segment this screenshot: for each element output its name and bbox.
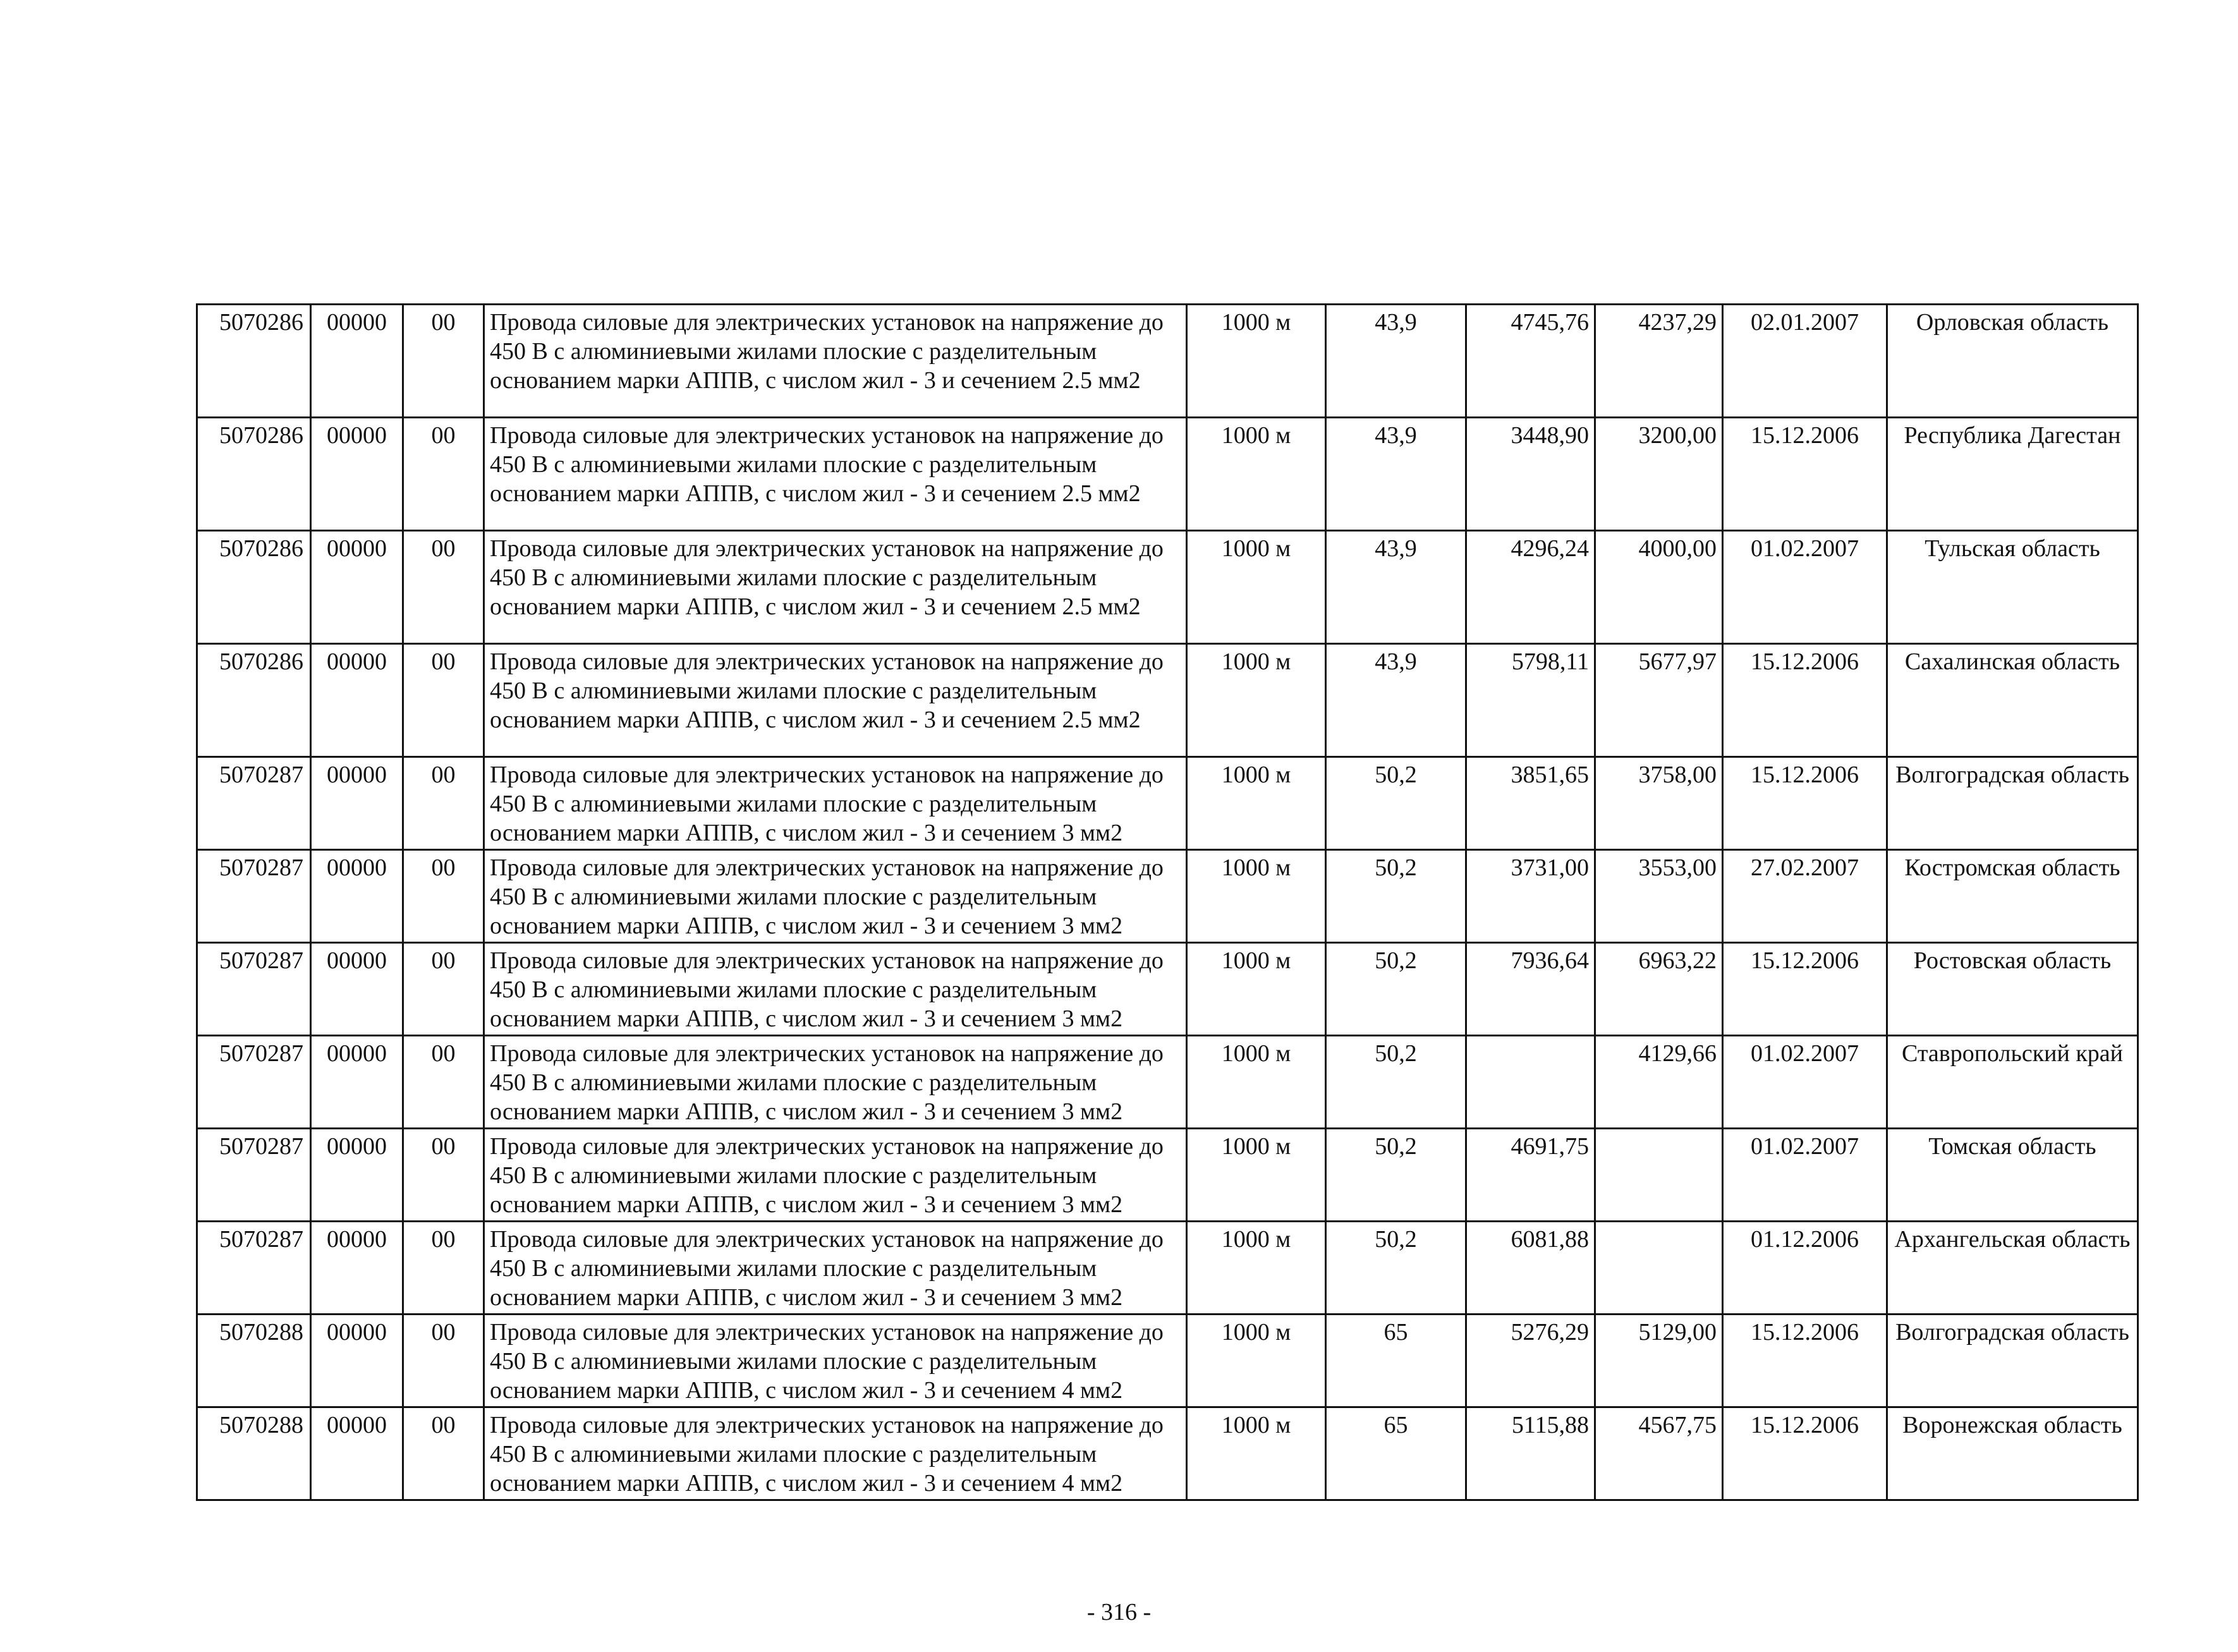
unit-cell: 1000 м xyxy=(1187,757,1326,850)
variant-cell: 00 xyxy=(403,1315,484,1407)
region-cell: Сахалинская область xyxy=(1887,644,2138,757)
description-cell: Провода силовые для электрических установок на напряжение до 450 В с алюминиевыми жилами плоские с разделительным основанием марки АППВ, с числом жил - 3 и сечением 3 мм2 xyxy=(484,757,1187,850)
resource-code-cell: 5070287 xyxy=(197,757,311,850)
resource-code-cell: 5070287 xyxy=(197,850,311,943)
unit-cell: 1000 м xyxy=(1187,943,1326,1036)
date-cell: 27.02.2007 xyxy=(1723,850,1887,943)
price-with-vat-cell xyxy=(1466,1036,1595,1129)
weight-cell: 50,2 xyxy=(1326,757,1466,850)
table-body xyxy=(197,305,2138,1500)
price-without-vat-cell: 4000,00 xyxy=(1595,531,1723,644)
variant-cell: 00 xyxy=(403,531,484,644)
region-cell: Ростовская область xyxy=(1887,943,2138,1036)
region-cell: Орловская область xyxy=(1887,305,2138,418)
table-row xyxy=(197,1036,2138,1129)
region-cell: Костромская область xyxy=(1887,850,2138,943)
table-row xyxy=(197,418,2138,531)
table-row xyxy=(197,757,2138,850)
table-row xyxy=(197,850,2138,943)
price-with-vat-cell: 4745,76 xyxy=(1466,305,1595,418)
price-without-vat-cell: 4237,29 xyxy=(1595,305,1723,418)
date-cell: 15.12.2006 xyxy=(1723,644,1887,757)
price-with-vat-cell: 6081,88 xyxy=(1466,1222,1595,1315)
unit-cell: 1000 м xyxy=(1187,1222,1326,1315)
variant-cell: 00 xyxy=(403,943,484,1036)
price-with-vat-cell: 5276,29 xyxy=(1466,1315,1595,1407)
resource-code-cell: 5070287 xyxy=(197,1036,311,1129)
subcode-cell: 00000 xyxy=(311,1222,403,1315)
price-without-vat-cell: 4129,66 xyxy=(1595,1036,1723,1129)
price-without-vat-cell: 3200,00 xyxy=(1595,418,1723,531)
date-cell: 15.12.2006 xyxy=(1723,418,1887,531)
subcode-cell: 00000 xyxy=(311,757,403,850)
subcode-cell: 00000 xyxy=(311,850,403,943)
region-cell: Ставропольский край xyxy=(1887,1036,2138,1129)
resource-code-cell: 5070286 xyxy=(197,644,311,757)
date-cell: 02.01.2007 xyxy=(1723,305,1887,418)
date-cell: 01.02.2007 xyxy=(1723,1036,1887,1129)
variant-cell: 00 xyxy=(403,1222,484,1315)
subcode-cell: 00000 xyxy=(311,418,403,531)
table-row xyxy=(197,305,2138,418)
variant-cell: 00 xyxy=(403,1036,484,1129)
date-cell: 01.02.2007 xyxy=(1723,531,1887,644)
price-without-vat-cell: 6963,22 xyxy=(1595,943,1723,1036)
price-without-vat-cell: 3758,00 xyxy=(1595,757,1723,850)
price-with-vat-cell: 4691,75 xyxy=(1466,1129,1595,1222)
price-with-vat-cell: 3731,00 xyxy=(1466,850,1595,943)
price-without-vat-cell: 5677,97 xyxy=(1595,644,1723,757)
unit-cell: 1000 м xyxy=(1187,1036,1326,1129)
price-without-vat-cell: 5129,00 xyxy=(1595,1315,1723,1407)
subcode-cell: 00000 xyxy=(311,531,403,644)
resource-code-cell: 5070287 xyxy=(197,943,311,1036)
variant-cell: 00 xyxy=(403,1129,484,1222)
price-without-vat-cell: 4567,75 xyxy=(1595,1407,1723,1500)
subcode-cell: 00000 xyxy=(311,305,403,418)
weight-cell: 65 xyxy=(1326,1407,1466,1500)
description-cell: Провода силовые для электрических установок на напряжение до 450 В с алюминиевыми жилами плоские с разделительным основанием марки АППВ, с числом жил - 3 и сечением 3 мм2 xyxy=(484,1222,1187,1315)
price-without-vat-cell xyxy=(1595,1129,1723,1222)
weight-cell: 43,9 xyxy=(1326,644,1466,757)
weight-cell: 43,9 xyxy=(1326,418,1466,531)
region-cell: Воронежская область xyxy=(1887,1407,2138,1500)
price-with-vat-cell: 7936,64 xyxy=(1466,943,1595,1036)
table-row xyxy=(197,1222,2138,1315)
variant-cell: 00 xyxy=(403,305,484,418)
region-cell: Волгоградская область xyxy=(1887,1315,2138,1407)
subcode-cell: 00000 xyxy=(311,644,403,757)
variant-cell: 00 xyxy=(403,418,484,531)
description-cell: Провода силовые для электрических установок на напряжение до 450 В с алюминиевыми жилами плоские с разделительным основанием марки АППВ, с числом жил - 3 и сечением 3 мм2 xyxy=(484,850,1187,943)
subcode-cell: 00000 xyxy=(311,943,403,1036)
weight-cell: 50,2 xyxy=(1326,850,1466,943)
variant-cell: 00 xyxy=(403,1407,484,1500)
region-cell: Республика Дагестан xyxy=(1887,418,2138,531)
date-cell: 15.12.2006 xyxy=(1723,943,1887,1036)
weight-cell: 65 xyxy=(1326,1315,1466,1407)
region-cell: Томская область xyxy=(1887,1129,2138,1222)
subcode-cell: 00000 xyxy=(311,1315,403,1407)
price-without-vat-cell: 3553,00 xyxy=(1595,850,1723,943)
subcode-cell: 00000 xyxy=(311,1036,403,1129)
price-with-vat-cell: 3448,90 xyxy=(1466,418,1595,531)
date-cell: 15.12.2006 xyxy=(1723,1407,1887,1500)
price-with-vat-cell: 3851,65 xyxy=(1466,757,1595,850)
table-row xyxy=(197,644,2138,757)
price-without-vat-cell xyxy=(1595,1222,1723,1315)
weight-cell: 50,2 xyxy=(1326,1222,1466,1315)
description-cell: Провода силовые для электрических установок на напряжение до 450 В с алюминиевыми жилами плоские с разделительным основанием марки АППВ, с числом жил - 3 и сечением 3 мм2 xyxy=(484,1036,1187,1129)
weight-cell: 50,2 xyxy=(1326,1036,1466,1129)
table-row xyxy=(197,531,2138,644)
unit-cell: 1000 м xyxy=(1187,531,1326,644)
variant-cell: 00 xyxy=(403,644,484,757)
unit-cell: 1000 м xyxy=(1187,418,1326,531)
table-row xyxy=(197,1129,2138,1222)
description-cell: Провода силовые для электрических установок на напряжение до 450 В с алюминиевыми жилами плоские с разделительным основанием марки АППВ, с числом жил - 3 и сечением 3 мм2 xyxy=(484,1129,1187,1222)
weight-cell: 43,9 xyxy=(1326,305,1466,418)
description-cell: Провода силовые для электрических установок на напряжение до 450 В с алюминиевыми жилами плоские с разделительным основанием марки АППВ, с числом жил - 3 и сечением 4 мм2 xyxy=(484,1315,1187,1407)
price-with-vat-cell: 4296,24 xyxy=(1466,531,1595,644)
region-cell: Архангельская область xyxy=(1887,1222,2138,1315)
resource-code-cell: 5070287 xyxy=(197,1129,311,1222)
subcode-cell: 00000 xyxy=(311,1407,403,1500)
weight-cell: 50,2 xyxy=(1326,943,1466,1036)
resource-code-cell: 5070286 xyxy=(197,418,311,531)
description-cell: Провода силовые для электрических установок на напряжение до 450 В с алюминиевыми жилами плоские с разделительным основанием марки АППВ, с числом жил - 3 и сечением 2.5 мм2 xyxy=(484,305,1187,418)
description-cell: Провода силовые для электрических установок на напряжение до 450 В с алюминиевыми жилами плоские с разделительным основанием марки АППВ, с числом жил - 3 и сечением 2.5 мм2 xyxy=(484,644,1187,757)
resource-code-cell: 5070288 xyxy=(197,1315,311,1407)
resource-code-cell: 5070287 xyxy=(197,1222,311,1315)
unit-cell: 1000 м xyxy=(1187,1315,1326,1407)
price-with-vat-cell: 5115,88 xyxy=(1466,1407,1595,1500)
table-row xyxy=(197,1315,2138,1407)
page-number: - 316 - xyxy=(1086,1599,1152,1625)
description-cell: Провода силовые для электрических установок на напряжение до 450 В с алюминиевыми жилами плоские с разделительным основанием марки АППВ, с числом жил - 3 и сечением 4 мм2 xyxy=(484,1407,1187,1500)
region-cell: Волгоградская область xyxy=(1887,757,2138,850)
resource-code-cell: 5070288 xyxy=(197,1407,311,1500)
region-cell: Тульская область xyxy=(1887,531,2138,644)
unit-cell: 1000 м xyxy=(1187,1407,1326,1500)
price-table xyxy=(196,303,2139,1501)
unit-cell: 1000 м xyxy=(1187,305,1326,418)
resource-code-cell: 5070286 xyxy=(197,531,311,644)
weight-cell: 50,2 xyxy=(1326,1129,1466,1222)
date-cell: 01.12.2006 xyxy=(1723,1222,1887,1315)
table-row xyxy=(197,943,2138,1036)
date-cell: 15.12.2006 xyxy=(1723,1315,1887,1407)
description-cell: Провода силовые для электрических установок на напряжение до 450 В с алюминиевыми жилами плоские с разделительным основанием марки АППВ, с числом жил - 3 и сечением 3 мм2 xyxy=(484,943,1187,1036)
weight-cell: 43,9 xyxy=(1326,531,1466,644)
unit-cell: 1000 м xyxy=(1187,850,1326,943)
description-cell: Провода силовые для электрических установок на напряжение до 450 В с алюминиевыми жилами плоские с разделительным основанием марки АППВ, с числом жил - 3 и сечением 2.5 мм2 xyxy=(484,531,1187,644)
unit-cell: 1000 м xyxy=(1187,1129,1326,1222)
description-cell: Провода силовые для электрических установок на напряжение до 450 В с алюминиевыми жилами плоские с разделительным основанием марки АППВ, с числом жил - 3 и сечением 2.5 мм2 xyxy=(484,418,1187,531)
date-cell: 15.12.2006 xyxy=(1723,757,1887,850)
variant-cell: 00 xyxy=(403,850,484,943)
variant-cell: 00 xyxy=(403,757,484,850)
subcode-cell: 00000 xyxy=(311,1129,403,1222)
table-row xyxy=(197,1407,2138,1500)
resource-code-cell: 5070286 xyxy=(197,305,311,418)
unit-cell: 1000 м xyxy=(1187,644,1326,757)
price-with-vat-cell: 5798,11 xyxy=(1466,644,1595,757)
date-cell: 01.02.2007 xyxy=(1723,1129,1887,1222)
